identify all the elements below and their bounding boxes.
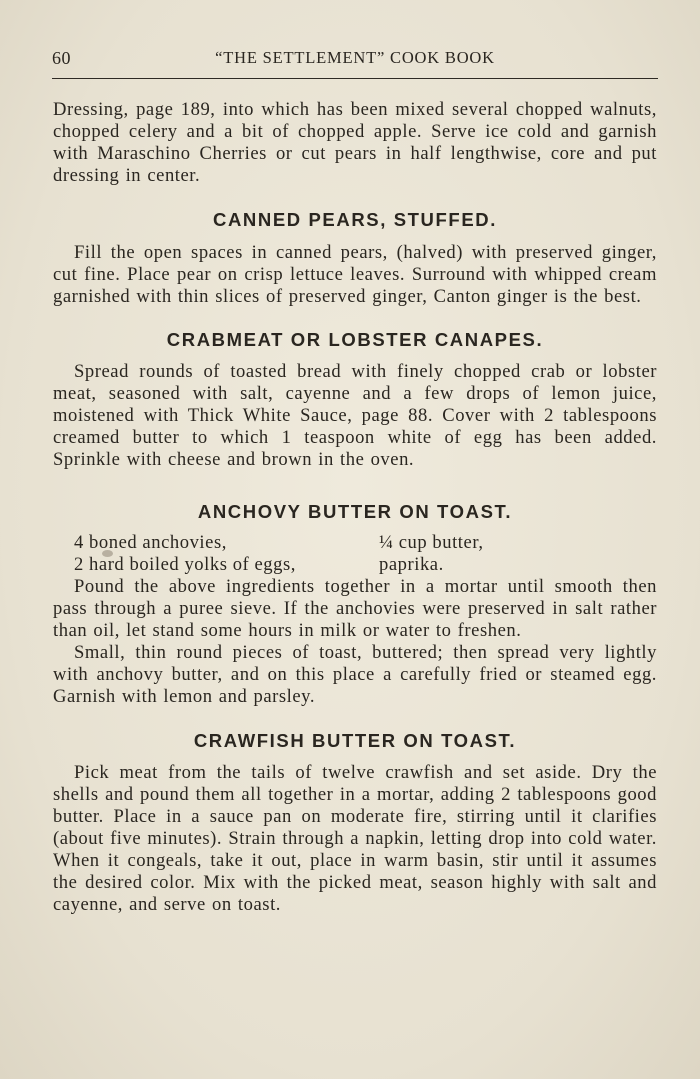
recipe-paragraph: Fill the open spaces in canned pears, (halved) with preserved ginger, cut fine. Place pear on crisp lettuce leaves. Surround with whipped cream garnished with thin slices of preserved ginger, Canton ginger is the best. [53, 242, 657, 307]
recipe-paragraph: Pick meat from the tails of twelve crawfish and set aside. Dry the shells and pound them all together in a mortar, adding 2 tablespoons good butter. Place in a sauce pan on moderate fire, stirring until it clarifies (about five minutes). Strain through a napkin, letting drop into cold water. When it congeals, take it out, place in warm basin, stir until it assumes the desired color. Mix with the picked meat, season highly with salt and cayenne, and serve on toast. [53, 762, 657, 915]
recipe-title-crabmeat-canapes: CRABMEAT OR LOBSTER CANAPES. [166, 329, 544, 350]
ingredient: ¼ cup butter, [379, 532, 484, 553]
recipe-title-canned-pears: CANNED PEARS, STUFFED. [213, 209, 497, 230]
continued-paragraph: Dressing, page 189, into which has been mixed several chopped walnuts, chopped celery and a bit of chopped apple. Serve ice cold and garnish with Maraschino Cherries or cut pears in half lengthwise, core and put dressing in center. [53, 99, 657, 186]
ingredient-row [53, 554, 657, 576]
ingredient-list [53, 532, 657, 576]
header-rule [52, 78, 658, 79]
page-number: 60 [52, 48, 71, 68]
recipe-title-crawfish-butter: CRAWFISH BUTTER ON TOAST. [193, 730, 517, 751]
recipe-paragraph: Spread rounds of toasted bread with finely chopped crab or lobster meat, seasoned with salt, cayenne and a few drops of lemon juice, moistened with Thick White Sauce, page 88. Cover with 2 tablespoons creamed butter to which 1 teaspoon white of egg has been added. Sprinkle with cheese and brown in the oven. [53, 361, 657, 470]
recipe-title-anchovy-butter: ANCHOVY BUTTER ON TOAST. [197, 501, 513, 522]
page-content [53, 99, 657, 916]
running-title: “THE SETTLEMENT” COOK BOOK [215, 48, 495, 67]
ingredient: 2 hard boiled yolks of eggs, [74, 554, 296, 575]
page-header [52, 46, 658, 76]
recipe-paragraph: Pound the above ingredients together in a mortar until smooth then pass through a puree sieve. If the anchovies were preserved in salt rather than oil, let stand some hours in milk or water to freshen. [53, 576, 657, 641]
recipe-paragraph: Small, thin round pieces of toast, buttered; then spread very lightly with anchovy butter, and on this place a carefully fried or steamed egg. Garnish with lemon and parsley. [53, 642, 657, 707]
ingredient-row [53, 532, 657, 554]
ingredient: paprika. [379, 554, 444, 575]
ingredient: 4 boned anchovies, [74, 532, 227, 553]
